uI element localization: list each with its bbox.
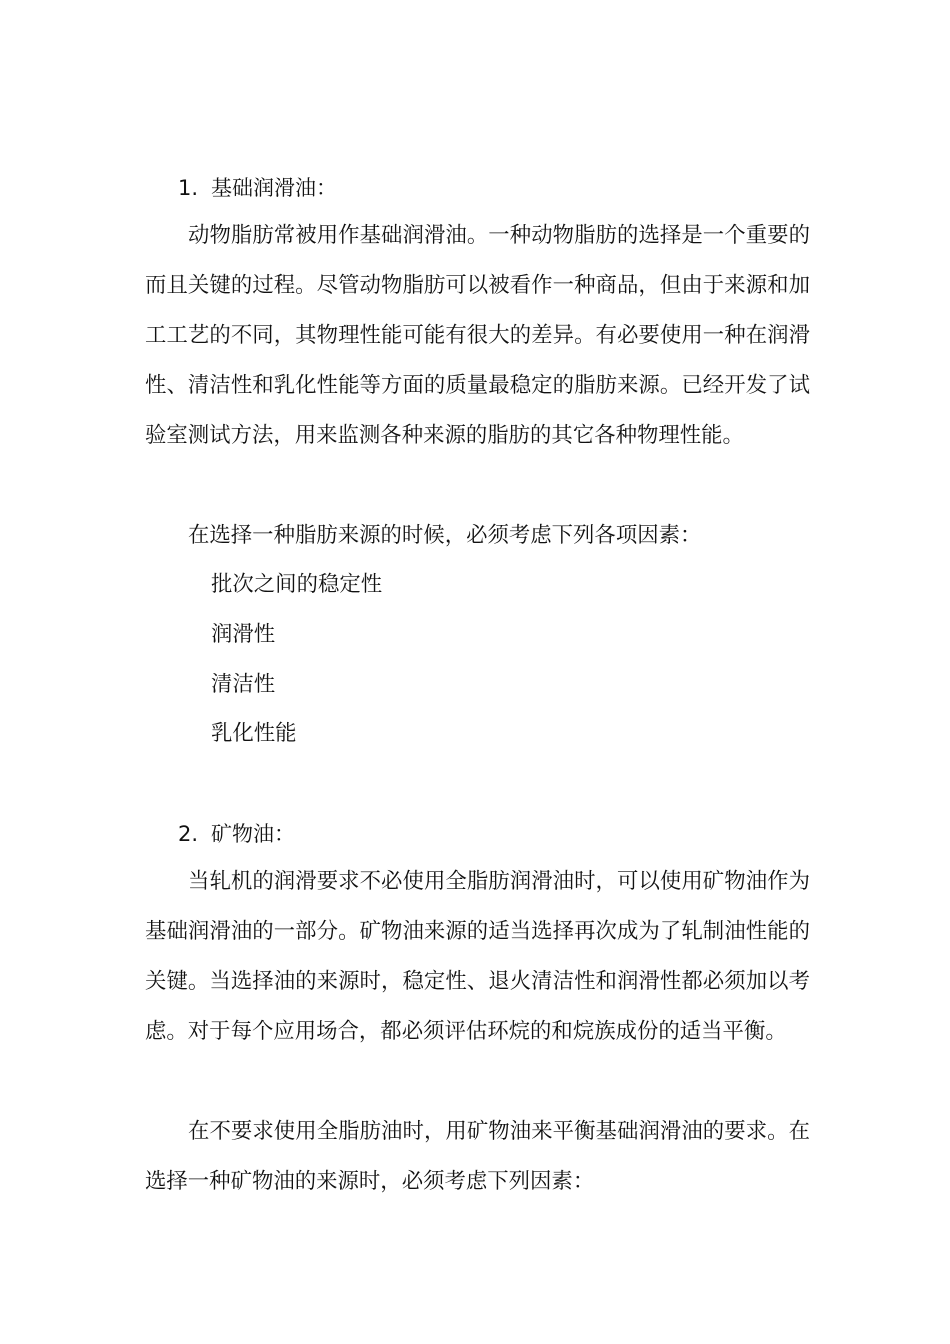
section-2-paragraph-2: 在不要求使用全脂肪油时，用矿物油来平衡基础润滑油的要求。在选择一种矿物油的来源时，必须考虑下列因素： — [145, 1119, 810, 1194]
section-1-heading — [178, 176, 337, 200]
section-2-number: 2. — [178, 822, 199, 846]
section-2-paragraph-1: 当轧机的润滑要求不必使用全脂肪润滑油时，可以使用矿物油作为基础润滑油的一部分。矿物油来源的适当选择再次成为了轧制油性能的关键。当选择油的来源时，稳定性、退火清洁性和润滑性都必须加以考虑。对于每个应用场合，都必须评估环烷的和烷族成份的适当平衡。 — [145, 869, 810, 1044]
section-1-title: 基础润滑油： — [211, 176, 337, 200]
section-1-paragraph-2: 在选择一种脂肪来源的时候，必须考虑下列各项因素： — [188, 523, 702, 548]
section-2-heading — [178, 822, 295, 846]
factor-item: 清洁性 — [211, 672, 276, 697]
factor-item: 润滑性 — [211, 622, 276, 647]
section-1-number: 1. — [178, 176, 199, 200]
factor-item: 批次之间的稳定性 — [211, 572, 383, 597]
factor-item: 乳化性能 — [211, 721, 297, 746]
section-1-paragraph-1: 动物脂肪常被用作基础润滑油。一种动物脂肪的选择是一个重要的而且关键的过程。尽管动物脂肪可以被看作一种商品，但由于来源和加工工艺的不同，其物理性能可能有很大的差异。有必要使用一种在润滑性、清洁性和乳化性能等方面的质量最稳定的脂肪来源。已经开发了试验室测试方法，用来监测各种来源的脂肪的其它各种物理性能。 — [145, 223, 810, 448]
section-2-title: 矿物油： — [211, 822, 295, 846]
